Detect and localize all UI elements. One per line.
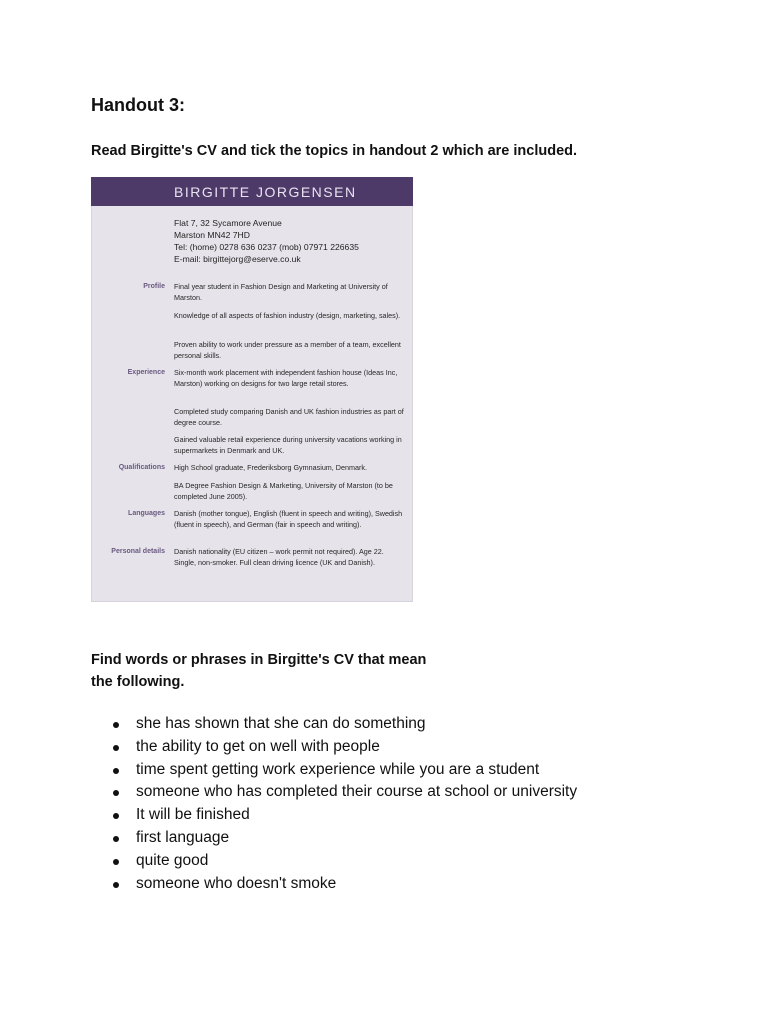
- cv-profile-block: [174, 339, 406, 361]
- list-item-text: It will be finished: [136, 806, 250, 824]
- cv-label-languages: Languages: [128, 510, 165, 517]
- list-item-text: time spent getting work experience while you are a student: [136, 760, 540, 778]
- list-item-text: quite good: [136, 851, 209, 869]
- bullet-icon: [113, 859, 119, 865]
- list-item-text: first language: [136, 828, 230, 846]
- exercise-heading-line: Find words or phrases in Birgitte's CV that mean: [91, 652, 427, 668]
- cv-profile-block: [174, 281, 406, 303]
- cv-profile-item: Final year student in Fashion Design and Marketing at University of Marston.: [174, 282, 388, 302]
- cv-experience-block: [174, 406, 406, 428]
- cv-languages-item: Danish (mother tongue), English (fluent in speech and writing), Swedish (fluent in speech), and German (fair in speech and writing).: [174, 509, 403, 529]
- instruction-text: Read Birgitte's CV and tick the topics in handout 2 which are included.: [91, 143, 578, 159]
- cv-qualifications-item: High School graduate, Frederiksborg Gymnasium, Denmark.: [174, 463, 367, 472]
- cv-address: [174, 217, 359, 265]
- cv-personal-item: Danish nationality (EU citizen – work permit not required). Age 22. Single, non-smoker. Full clean driving licence (UK and Danish).: [174, 547, 384, 567]
- list-item-text: someone who doesn't smoke: [136, 874, 337, 892]
- exercise-list: [91, 713, 577, 895]
- bullet-icon: [113, 836, 119, 842]
- list-item-text: she has shown that she can do something: [136, 715, 426, 732]
- list-item: [91, 713, 577, 736]
- cv-address-line: Marston MN42 7HD: [174, 230, 250, 240]
- handout-title: Handout 3:: [91, 95, 185, 115]
- cv-profile-item: Knowledge of all aspects of fashion industry (design, marketing, sales).: [174, 311, 401, 320]
- cv-header-bar: [91, 177, 413, 206]
- cv-languages-block: [174, 508, 406, 530]
- list-item: [91, 736, 577, 759]
- cv-experience-item: Six-month work placement with independent fashion house (Ideas Inc, Marston) working on designs for two large retail stores.: [174, 368, 398, 388]
- cv-experience-item: Gained valuable retail experience during university vacations working in supermarkets in Denmark and UK.: [174, 435, 402, 455]
- cv-address-line: E-mail: birgittejorg@eserve.co.uk: [174, 254, 301, 264]
- cv-experience-item: Completed study comparing Danish and UK fashion industries as part of degree course.: [174, 407, 404, 427]
- bullet-icon: [113, 768, 119, 774]
- cv-address-line: Tel: (home) 0278 636 0237 (mob) 07971 226635: [174, 242, 359, 252]
- cv-label-personal-details: Personal details: [111, 548, 165, 555]
- cv-label-experience: Experience: [127, 369, 165, 376]
- cv-personal-block: [174, 546, 406, 568]
- cv-image: [91, 177, 413, 602]
- exercise-heading: [91, 649, 471, 693]
- list-item: [91, 804, 577, 827]
- cv-qualifications-block: [174, 480, 406, 502]
- list-item-text: someone who has completed their course at school or university: [136, 783, 578, 801]
- bullet-icon: [113, 745, 119, 751]
- cv-label-qualifications: Qualifications: [118, 464, 165, 471]
- list-item: [91, 827, 577, 850]
- bullet-icon: [113, 882, 119, 888]
- cv-experience-block: [174, 434, 406, 456]
- bullet-icon: [113, 722, 119, 728]
- list-item: [91, 850, 577, 873]
- cv-profile-block: [174, 310, 406, 321]
- list-item: [91, 781, 577, 804]
- list-item: [91, 873, 577, 896]
- list-item-text: the ability to get on well with people: [136, 737, 380, 755]
- cv-experience-block: [174, 367, 406, 389]
- cv-address-line: Flat 7, 32 Sycamore Avenue: [174, 218, 282, 228]
- list-item: [91, 759, 577, 782]
- cv-qualifications-item: BA Degree Fashion Design & Marketing, University of Marston (to be completed June 2005).: [174, 481, 393, 501]
- cv-profile-item: Proven ability to work under pressure as a member of a team, excellent personal skills.: [174, 340, 401, 360]
- bullet-icon: [113, 790, 119, 796]
- cv-label-profile: Profile: [143, 283, 165, 290]
- bullet-icon: [113, 813, 119, 819]
- cv-qualifications-block: [174, 462, 406, 473]
- exercise-heading-line: the following.: [91, 674, 185, 690]
- cv-name: BIRGITTE JORGENSEN: [174, 184, 357, 200]
